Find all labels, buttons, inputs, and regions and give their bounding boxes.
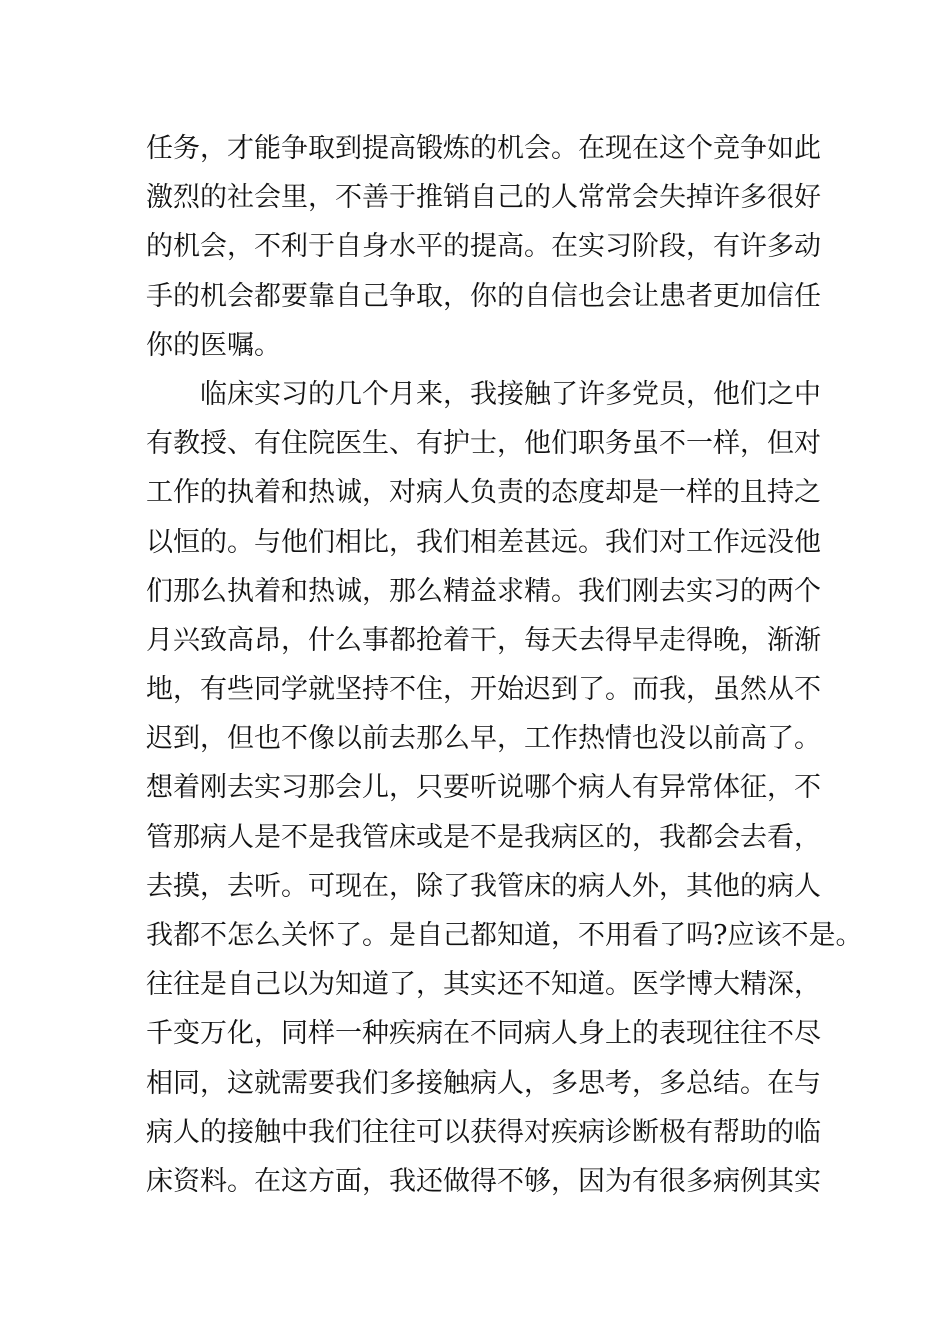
text-line: 床资料。在这方面，我还做得不够，因为有很多病例其实 [146, 1165, 821, 1197]
text-line: 相同，这就需要我们多接触病人，多思考，多总结。在与 [146, 1067, 821, 1099]
text-line: 临床实习的几个月来，我接触了许多党员，他们之中 [200, 378, 821, 410]
text-line: 的机会，不利于自身水平的提高。在实习阶段，有许多动 [146, 231, 821, 263]
text-line: 地，有些同学就坚持不住，开始迟到了。而我，虽然从不 [146, 674, 821, 706]
text-line: 以恒的。与他们相比，我们相差甚远。我们对工作远没他 [146, 526, 821, 558]
text-line: 我都不怎么关怀了。是自己都知道，不用看了吗?应该不是。 [146, 920, 863, 951]
text-line: 任务，才能争取到提高锻炼的机会。在现在这个竞争如此 [146, 133, 821, 164]
text-line: 有教授、有住院医生、有护士，他们职务虽不一样，但对 [146, 428, 821, 460]
text-line: 想着刚去实习那会儿，只要听说哪个病人有异常体征，不 [146, 772, 821, 804]
text-line: 工作的执着和热诚，对病人负责的态度却是一样的且持之 [146, 477, 821, 509]
text-line: 病人的接触中我们往往可以获得对疾病诊断极有帮助的临 [146, 1116, 821, 1148]
text-line: 千变万化，同样一种疾病在不同病人身上的表现往往不尽 [146, 1018, 821, 1050]
text-line: 你的医嘱。 [146, 329, 281, 361]
text-line: 手的机会都要靠自己争取，你的自信也会让患者更加信任 [146, 280, 821, 312]
text-line: 迟到，但也不像以前去那么早，工作热情也没以前高了。 [146, 723, 821, 755]
text-line: 管那病人是不是我管床或是不是我病区的，我都会去看， [146, 821, 821, 853]
body-text [146, 124, 863, 1206]
text-line: 月兴致高昂，什么事都抢着干，每天去得早走得晚，渐渐 [146, 624, 821, 656]
text-line: 激烈的社会里，不善于推销自己的人常常会失掉许多很好 [146, 182, 821, 214]
text-line: 去摸，去听。可现在，除了我管床的病人外，其他的病人 [146, 870, 821, 902]
text-line: 们那么执着和热诚，那么精益求精。我们刚去实习的两个 [146, 575, 821, 607]
text-line: 往往是自己以为知道了，其实还不知道。医学博大精深， [146, 969, 821, 1001]
